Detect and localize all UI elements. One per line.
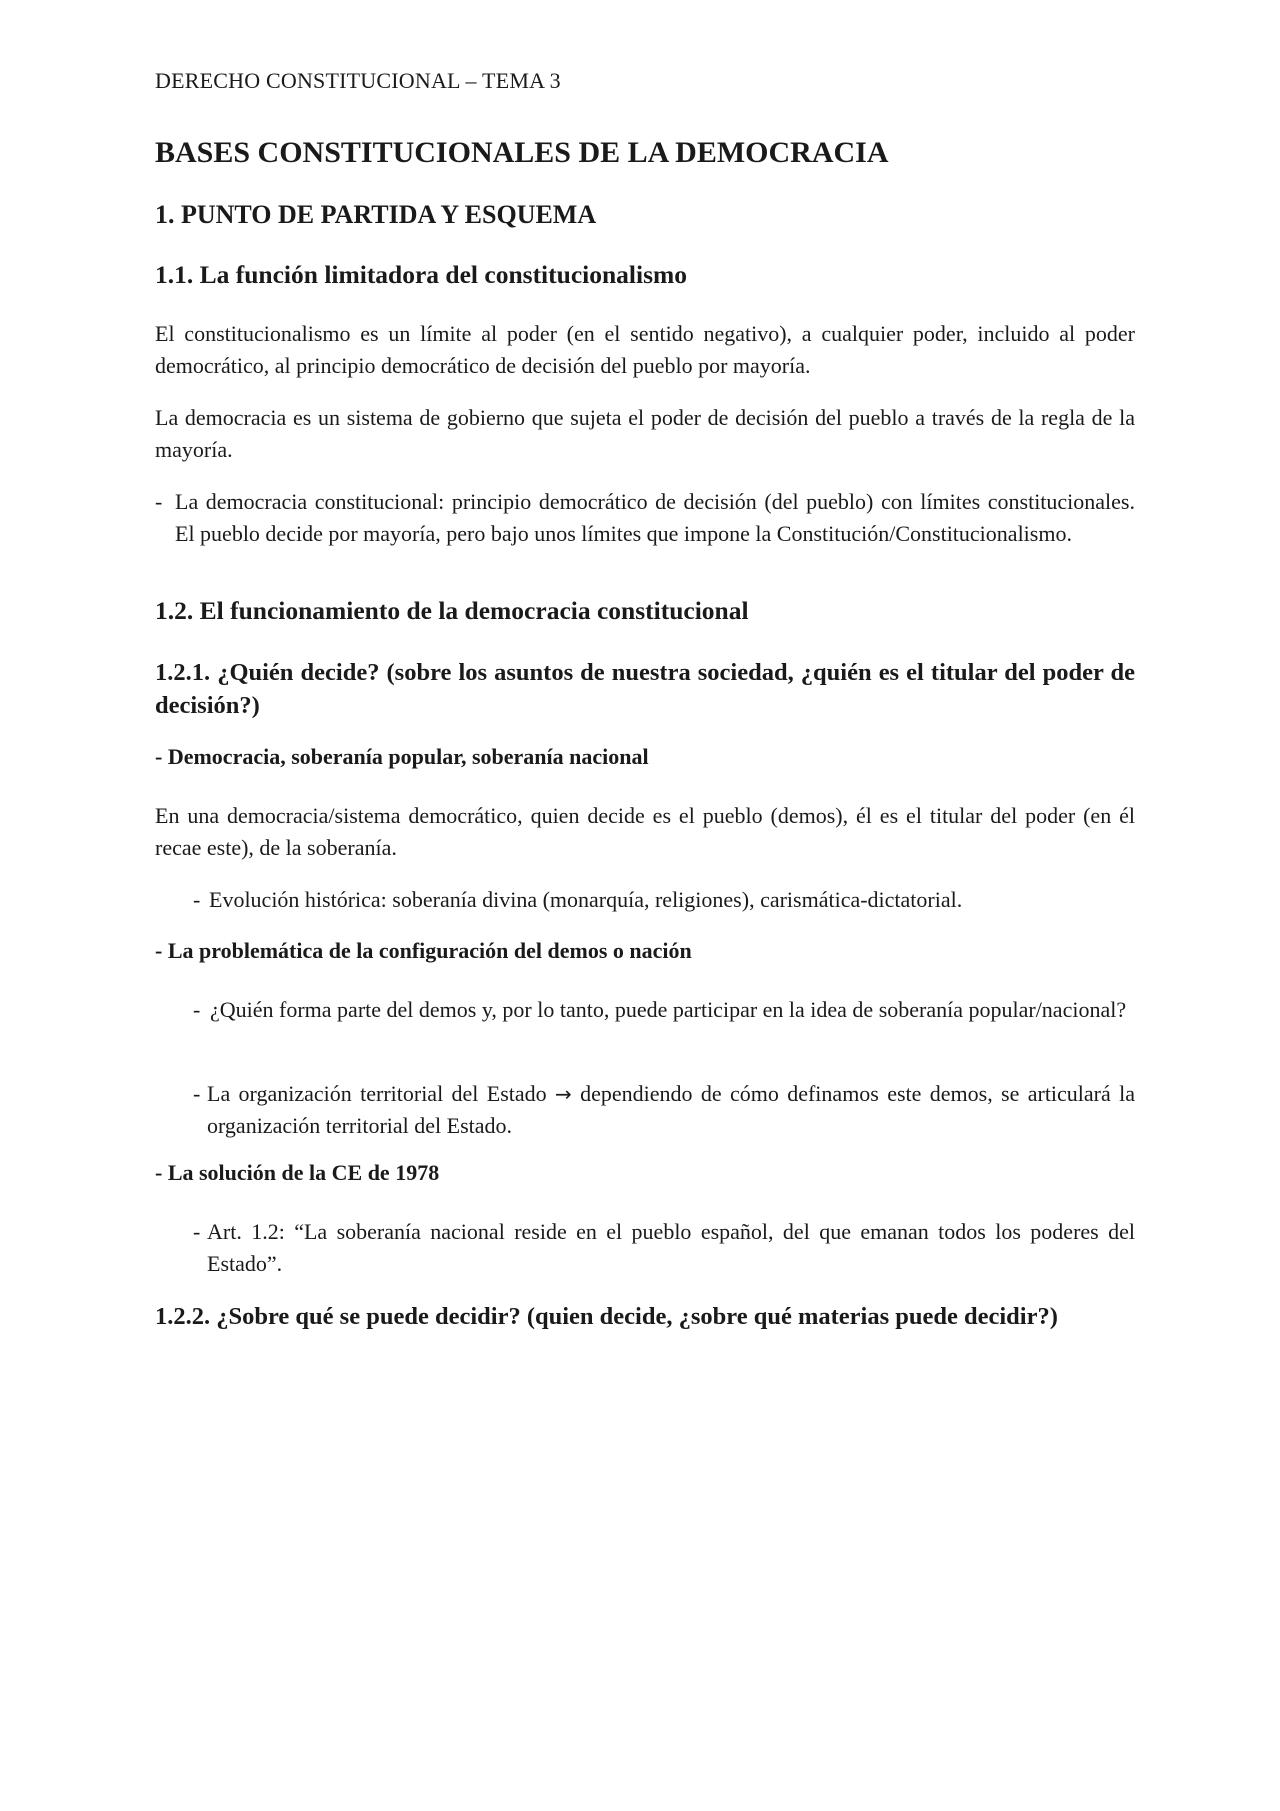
document-header: DERECHO CONSTITUCIONAL – TEMA 3 (155, 68, 561, 93)
section-1-2-heading: 1.2. El funcionamiento de la democracia constitucional (155, 596, 749, 625)
paragraph-1: El constitucionalismo es un límite al poder (en el sentido negativo), a cualquier poder, incluido al poder democrático, al principio democrático de decisión del pueblo por mayoría. (155, 321, 1135, 378)
bullet-text: ¿Quién forma parte del demos y, por lo tanto, puede participar en la idea de soberanía popular/nacional? (210, 997, 1127, 1022)
arrow-right-icon: → (555, 1082, 572, 1106)
document-title: BASES CONSTITUCIONALES DE LA DEMOCRACIA (155, 136, 889, 169)
bullet-organizacion-territorial (193, 1078, 1135, 1142)
section-1-2-1-heading: 1.2.1. ¿Quién decide? (sobre los asuntos de nuestra sociedad, ¿quién es el titular del poder de decisión?) (155, 659, 1135, 719)
section-1-2-2-heading: 1.2.2. ¿Sobre qué se puede decidir? (quien decide, ¿sobre qué materias puede decidir?) (155, 1303, 1058, 1330)
section-1-1-heading: 1.1. La función limitadora del constitucionalismo (155, 260, 687, 289)
bullet-text: La democracia constitucional: principio democrático de decisión (del pueblo) con límites constitucionales. El pueblo decide por mayoría, pero bajo unos límites que impone la Constitución/Constitucionalismo. (175, 489, 1135, 546)
paragraph-3: En una democracia/sistema democrático, quien decide es el pueblo (demos), él es el titular del poder (en él recae este), de la soberanía. (155, 803, 1135, 860)
bullet-text (207, 1078, 1135, 1142)
bullet-text: Evolución histórica: soberanía divina (monarquía, religiones), carismática-dictatorial. (209, 887, 963, 912)
subheading-democracia: - Democracia, soberanía popular, soberanía nacional (155, 744, 649, 769)
subheading-problematica: - La problemática de la configuración del demos o nación (155, 938, 692, 963)
bullet-democracia-constitucional (155, 486, 1135, 550)
paragraph-2: La democracia es un sistema de gobierno que sujeta el poder de decisión del pueblo a través de la regla de la mayoría. (155, 405, 1135, 462)
bullet-dash: - (155, 489, 163, 514)
section-1-heading: 1. PUNTO DE PARTIDA Y ESQUEMA (155, 200, 597, 229)
bullet-dash: - (193, 1219, 201, 1244)
bullet-evolucion (193, 884, 1135, 916)
bullet-art-1-2 (193, 1216, 1135, 1280)
bullet-text-part-1: La organización territorial del Estado (207, 1081, 547, 1106)
bullet-dash: - (193, 997, 201, 1022)
bullet-quien-forma-parte (193, 994, 1135, 1026)
bullet-text-part-2: dependiendo de cómo definamos este demos, se articulará la organización territorial del Estado. (207, 1081, 1136, 1138)
subheading-solucion-ce: - La solución de la CE de 1978 (155, 1160, 440, 1185)
bullet-dash: - (193, 887, 201, 912)
bullet-text: Art. 1.2: “La soberanía nacional reside en el pueblo español, del que emanan todos los poderes del Estado”. (207, 1219, 1135, 1276)
bullet-dash: - (193, 1081, 201, 1106)
